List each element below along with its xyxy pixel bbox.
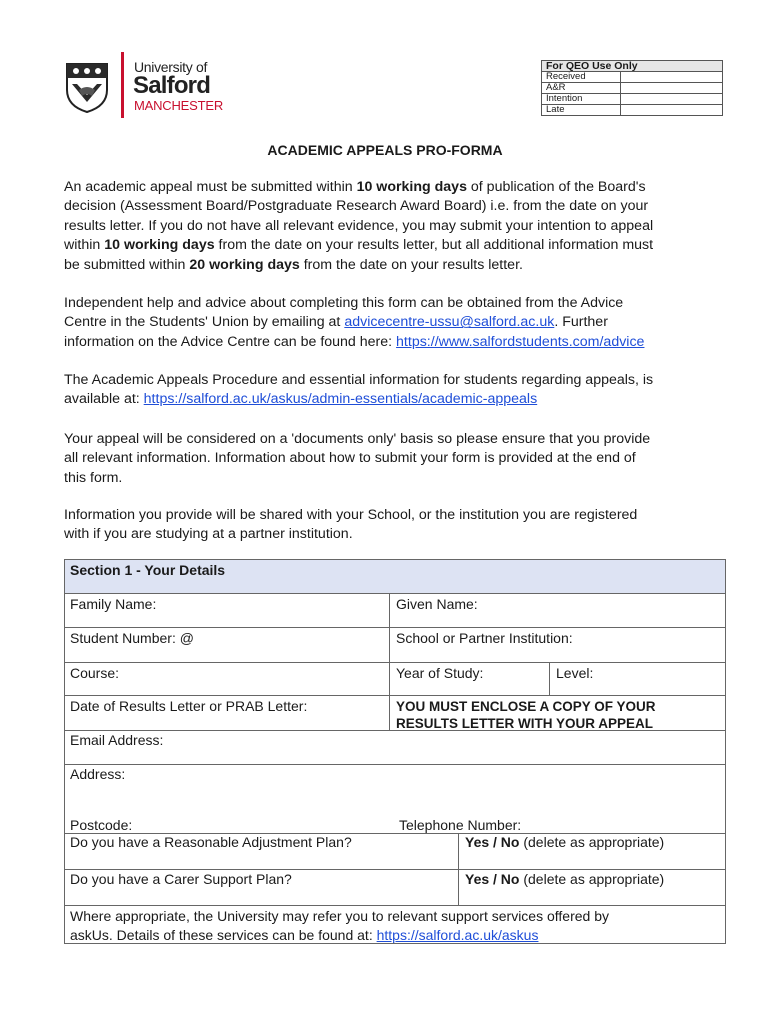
qeo-intention-field[interactable]	[621, 94, 723, 105]
bold-text: Yes / No	[465, 871, 520, 887]
section-1-table	[64, 559, 725, 944]
table-border	[64, 764, 725, 765]
text: this form.	[64, 469, 123, 486]
text: askUs. Details of these services can be found at:	[70, 927, 377, 943]
text: (delete as appropriate)	[519, 834, 665, 850]
results-letter-date-label: Date of Results Letter or PRAB Letter:	[70, 698, 308, 714]
qeo-header: For QEO Use Only	[542, 61, 723, 72]
logo-line-2: Salford	[133, 72, 211, 99]
logo-line-3: MANCHESTER	[134, 98, 224, 113]
text: decision (Assessment Board/Postgraduate Research Award Board) i.e. from the date on your	[64, 198, 649, 215]
university-crest-icon	[64, 62, 110, 114]
text: within	[64, 237, 105, 254]
csp-answer[interactable]	[459, 869, 670, 889]
text: available at:	[64, 391, 144, 408]
referral-text	[64, 905, 615, 947]
text: . Further	[554, 314, 608, 331]
table-border	[725, 559, 726, 944]
student-number-label: Student Number: @	[70, 630, 194, 646]
qeo-ar-field[interactable]	[621, 83, 723, 94]
logo-line-1: University of	[134, 59, 208, 75]
text: results letter. If you do not have all relevant evidence, you may submit your intention to appeal	[64, 217, 654, 234]
text: Where appropriate, the University may refer you to relevant support services offered by	[70, 908, 609, 924]
qeo-received-field[interactable]	[621, 72, 723, 83]
school-label: School or Partner Institution:	[396, 630, 573, 646]
telephone-label: Telephone Number:	[399, 817, 522, 833]
text: Centre in the Students' Union by emailing at	[64, 314, 345, 331]
text: The Academic Appeals Procedure and essential information for students regarding appeals, is	[64, 372, 654, 388]
text: from the date on your results letter, but all additional information must	[214, 237, 654, 254]
text: with if you are studying at a partner institution.	[64, 526, 353, 543]
enclose-notice	[390, 696, 662, 734]
text: Information you provide will be shared with your School, or the institution you are registered	[64, 507, 638, 523]
email-address-label: Email Address:	[70, 732, 164, 748]
bold-text: Yes / No	[465, 834, 520, 850]
family-name-label: Family Name:	[70, 596, 157, 612]
text: Your appeal will be considered on a 'documents only' basis so please ensure that you provide	[64, 431, 651, 447]
qeo-row-label: Late	[542, 105, 621, 116]
text: from the date on your results letter.	[299, 256, 523, 273]
procedure-paragraph	[64, 371, 724, 410]
university-logo	[64, 52, 224, 122]
text: be submitted within	[64, 256, 190, 273]
intro-paragraph	[64, 178, 724, 275]
qeo-row-label: Intention	[542, 94, 621, 105]
page-title: ACADEMIC APPEALS PRO-FORMA	[267, 142, 503, 158]
text: YOU MUST ENCLOSE A COPY OF YOUR	[396, 699, 656, 714]
table-border	[64, 559, 725, 560]
bold-text: 10 working days	[104, 237, 215, 254]
logo-divider	[121, 52, 124, 118]
rap-answer[interactable]	[459, 832, 670, 852]
csp-question: Do you have a Carer Support Plan?	[70, 871, 292, 887]
text: Independent help and advice about completing this form can be obtained from the Advice	[64, 295, 624, 311]
text: RESULTS LETTER WITH YOUR APPEAL	[396, 716, 654, 731]
sharing-paragraph	[64, 506, 724, 545]
qeo-row-label: A&R	[542, 83, 621, 94]
askus-link[interactable]: https://salford.ac.uk/askus	[376, 927, 539, 943]
qeo-use-box	[541, 60, 723, 116]
academic-appeals-link[interactable]: https://salford.ac.uk/askus/admin-essentials/academic-appeals	[143, 391, 538, 408]
level-label: Level:	[556, 665, 594, 681]
bold-text: 10 working days	[356, 179, 467, 195]
text: information on the Advice Centre can be found here:	[64, 333, 397, 350]
course-label: Course:	[70, 665, 120, 681]
text: all relevant information. Information about how to submit your form is provided at the end of	[64, 450, 636, 467]
postcode-label: Postcode:	[70, 817, 133, 833]
bold-text: 20 working days	[189, 256, 300, 273]
advice-paragraph	[64, 294, 724, 352]
given-name-label: Given Name:	[396, 596, 478, 612]
qeo-late-field[interactable]	[621, 105, 723, 116]
text: An academic appeal must be submitted within	[64, 179, 357, 195]
section-1-heading: Section 1 - Your Details	[70, 562, 226, 578]
address-label: Address:	[70, 766, 126, 782]
year-of-study-label: Year of Study:	[396, 665, 484, 681]
advice-centre-link[interactable]: https://www.salfordstudents.com/advice	[396, 333, 645, 350]
text: (delete as appropriate)	[519, 871, 665, 887]
documents-paragraph	[64, 430, 724, 488]
qeo-row-label: Received	[542, 72, 621, 83]
advice-email-link[interactable]: advicecentre-ussu@salford.ac.uk	[344, 314, 555, 331]
rap-question: Do you have a Reasonable Adjustment Plan?	[70, 834, 352, 850]
text: of publication of the Board's	[466, 179, 646, 195]
